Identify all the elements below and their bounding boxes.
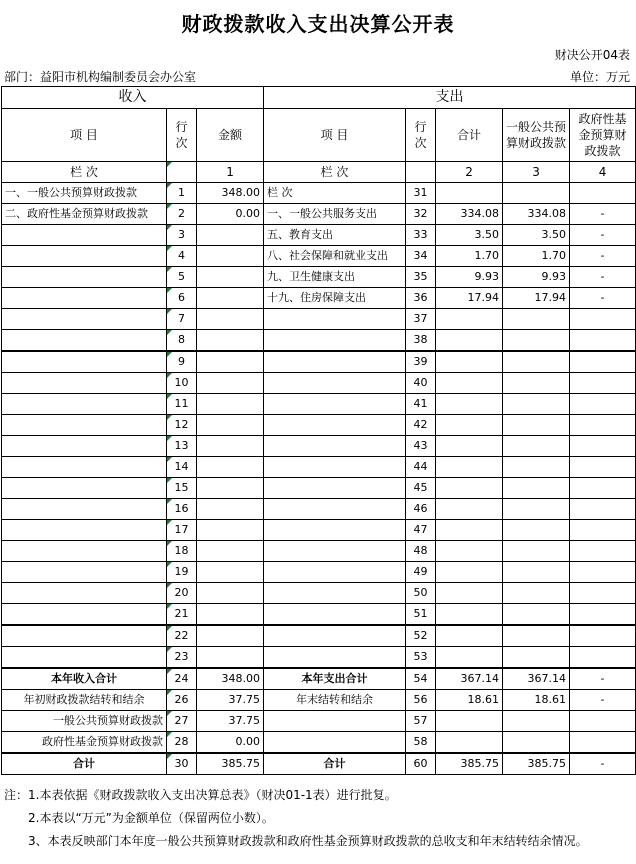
header-expense-item: 项 目 (264, 109, 406, 162)
income-item-cell (2, 604, 167, 626)
income-item-cell (2, 499, 167, 520)
income-row-no-cell: 7 (167, 309, 197, 330)
expense-row-no-cell: 51 (406, 604, 436, 626)
income-row-no-cell: 2 (167, 204, 197, 225)
income-item-cell: 二、政府性基金预算财政拨款 (2, 204, 167, 225)
header-expense-row-no: 行次 (406, 109, 436, 162)
finance-table (1, 86, 636, 775)
income-amount-cell (197, 288, 264, 309)
header-gov-fund: 政府性基金预算财政拨款 (570, 109, 636, 162)
income-amount-cell: 385.75 (197, 753, 264, 775)
gov-fund-cell (570, 520, 636, 541)
expense-item-cell (264, 625, 406, 647)
column-row-income-no (167, 162, 197, 183)
gov-fund-cell (570, 499, 636, 520)
gov-fund-cell (570, 183, 636, 204)
expense-row-no-cell: 56 (406, 690, 436, 711)
general-budget-cell (503, 436, 570, 457)
note-line: 2.本表以“万元”为金额单位（保留两位小数）。 (28, 811, 274, 825)
general-budget-cell: 1.70 (503, 246, 570, 267)
income-row-no-cell: 28 (167, 732, 197, 754)
income-amount-cell (197, 225, 264, 246)
header-total: 合计 (436, 109, 503, 162)
general-budget-cell (503, 647, 570, 669)
gov-fund-cell (570, 647, 636, 669)
total-cell (436, 351, 503, 373)
expense-row-no-cell: 35 (406, 267, 436, 288)
gov-fund-cell: - (570, 225, 636, 246)
table-row (2, 520, 636, 541)
column-row-income-label: 栏 次 (2, 162, 167, 183)
expense-row-no-cell: 41 (406, 394, 436, 415)
gov-fund-cell (570, 394, 636, 415)
income-row-no-cell: 8 (167, 330, 197, 352)
expense-row-no-cell: 43 (406, 436, 436, 457)
expense-item-cell (264, 415, 406, 436)
expense-row-no-cell: 49 (406, 562, 436, 583)
total-cell (436, 583, 503, 604)
income-item-cell (2, 415, 167, 436)
table-row (2, 204, 636, 225)
expense-section-header: 支出 (264, 87, 636, 109)
expense-row-no-cell: 34 (406, 246, 436, 267)
expense-row-no-cell: 53 (406, 647, 436, 669)
table-row (2, 647, 636, 669)
general-budget-cell (503, 309, 570, 330)
header-income-amount: 金额 (197, 109, 264, 162)
column-row-income-col: 1 (197, 162, 264, 183)
income-amount-cell (197, 583, 264, 604)
table-row (2, 351, 636, 373)
income-row-no-cell: 15 (167, 478, 197, 499)
column-row-expense-no (406, 162, 436, 183)
general-budget-cell (503, 711, 570, 732)
income-item-cell (2, 373, 167, 394)
gov-fund-cell: - (570, 690, 636, 711)
gov-fund-cell (570, 415, 636, 436)
income-row-no-cell: 21 (167, 604, 197, 626)
general-budget-cell: 9.93 (503, 267, 570, 288)
table-row (2, 668, 636, 690)
table-row (2, 690, 636, 711)
total-cell: 367.14 (436, 668, 503, 690)
expense-row-no-cell: 46 (406, 499, 436, 520)
expense-item-cell: 九、卫生健康支出 (264, 267, 406, 288)
gov-fund-cell (570, 436, 636, 457)
general-budget-cell (503, 625, 570, 647)
income-amount-cell (197, 478, 264, 499)
income-amount-cell (197, 520, 264, 541)
table-row (2, 309, 636, 330)
footnotes (4, 784, 634, 853)
expense-item-cell (264, 499, 406, 520)
expense-item-cell: 年末结转和结余 (264, 690, 406, 711)
income-item-cell (2, 478, 167, 499)
column-row-expense-label: 栏 次 (264, 162, 406, 183)
income-row-no-cell: 13 (167, 436, 197, 457)
expense-item-cell: 八、社会保障和就业支出 (264, 246, 406, 267)
expense-item-cell (264, 562, 406, 583)
income-item-cell (2, 288, 167, 309)
general-budget-cell (503, 394, 570, 415)
gov-fund-cell (570, 541, 636, 562)
general-budget-cell (503, 351, 570, 373)
income-amount-cell: 0.00 (197, 204, 264, 225)
form-number: 财决公开04表 (554, 48, 630, 62)
income-amount-cell (197, 373, 264, 394)
gov-fund-cell (570, 309, 636, 330)
income-item-cell: 年初财政拨款结转和结余 (2, 690, 167, 711)
total-cell (436, 647, 503, 669)
general-budget-cell: 18.61 (503, 690, 570, 711)
note-line: 3、本表反映部门本年度一般公共预算财政拨款和政府性基金预算财政拨款的总收支和年末结转结余情况。 (28, 834, 588, 848)
total-cell (436, 499, 503, 520)
income-item-cell: 一般公共预算财政拨款 (2, 711, 167, 732)
income-section-header: 收入 (2, 87, 264, 109)
table-row (2, 478, 636, 499)
general-budget-cell (503, 732, 570, 754)
table-row (2, 267, 636, 288)
income-amount-cell (197, 604, 264, 626)
expense-item-cell (264, 647, 406, 669)
expense-row-no-cell: 44 (406, 457, 436, 478)
expense-item-cell (264, 732, 406, 754)
gov-fund-cell (570, 562, 636, 583)
income-row-no-cell: 24 (167, 668, 197, 690)
total-cell (436, 520, 503, 541)
expense-item-cell (264, 394, 406, 415)
note-line: 注：1.本表依据《财政拨款收入支出决算总表》（财决01-1表）进行批复。 (4, 788, 397, 802)
expense-row-no-cell: 52 (406, 625, 436, 647)
table-row (2, 625, 636, 647)
total-cell (436, 415, 503, 436)
gov-fund-cell: - (570, 204, 636, 225)
income-item-cell (2, 457, 167, 478)
general-budget-cell (503, 457, 570, 478)
income-row-no-cell: 5 (167, 267, 197, 288)
income-row-no-cell: 3 (167, 225, 197, 246)
general-budget-cell (503, 499, 570, 520)
expense-row-no-cell: 37 (406, 309, 436, 330)
gov-fund-cell: - (570, 246, 636, 267)
income-amount-cell: 348.00 (197, 668, 264, 690)
total-cell (436, 604, 503, 626)
expense-row-no-cell: 47 (406, 520, 436, 541)
expense-item-cell (264, 711, 406, 732)
table-row (2, 225, 636, 246)
expense-item-cell (264, 351, 406, 373)
income-row-no-cell: 4 (167, 246, 197, 267)
general-budget-cell: 334.08 (503, 204, 570, 225)
income-amount-cell: 37.75 (197, 711, 264, 732)
expense-row-no-cell: 33 (406, 225, 436, 246)
total-cell (436, 394, 503, 415)
expense-row-no-cell: 58 (406, 732, 436, 754)
gov-fund-cell (570, 583, 636, 604)
column-row-general-col: 3 (503, 162, 570, 183)
gov-fund-cell: - (570, 753, 636, 775)
expense-row-no-cell: 39 (406, 351, 436, 373)
gov-fund-cell (570, 711, 636, 732)
income-amount-cell (197, 415, 264, 436)
header-income-row-no: 行次 (167, 109, 197, 162)
total-cell (436, 562, 503, 583)
general-budget-cell (503, 604, 570, 626)
general-budget-cell (503, 330, 570, 352)
table-row (2, 604, 636, 626)
income-item-cell: 本年收入合计 (2, 668, 167, 690)
gov-fund-cell (570, 625, 636, 647)
total-cell: 18.61 (436, 690, 503, 711)
general-budget-cell (503, 415, 570, 436)
expense-row-no-cell: 31 (406, 183, 436, 204)
header-general-budget: 一般公共预算财政拨款 (503, 109, 570, 162)
table-row (2, 373, 636, 394)
table-row (2, 288, 636, 309)
income-item-cell (2, 225, 167, 246)
total-cell (436, 457, 503, 478)
income-amount-cell (197, 625, 264, 647)
income-row-no-cell: 20 (167, 583, 197, 604)
income-row-no-cell: 12 (167, 415, 197, 436)
income-amount-cell: 348.00 (197, 183, 264, 204)
general-budget-cell: 3.50 (503, 225, 570, 246)
expense-row-no-cell: 54 (406, 668, 436, 690)
income-row-no-cell: 10 (167, 373, 197, 394)
table-row (2, 246, 636, 267)
income-item-cell: 一、一般公共预算财政拨款 (2, 183, 167, 204)
income-amount-cell (197, 499, 264, 520)
total-cell (436, 183, 503, 204)
table-row (2, 562, 636, 583)
table-row (2, 583, 636, 604)
column-row-fund-col: 4 (570, 162, 636, 183)
general-budget-cell (503, 520, 570, 541)
total-cell: 9.93 (436, 267, 503, 288)
total-cell: 385.75 (436, 753, 503, 775)
expense-row-no-cell: 60 (406, 753, 436, 775)
income-row-no-cell: 30 (167, 753, 197, 775)
expense-item-cell: 十九、住房保障支出 (264, 288, 406, 309)
income-item-cell (2, 246, 167, 267)
income-row-no-cell: 6 (167, 288, 197, 309)
total-cell (436, 478, 503, 499)
general-budget-cell (503, 373, 570, 394)
income-row-no-cell: 11 (167, 394, 197, 415)
income-item-cell (2, 394, 167, 415)
general-budget-cell (503, 583, 570, 604)
table-row (2, 457, 636, 478)
table-row (2, 330, 636, 352)
income-item-cell (2, 267, 167, 288)
income-row-no-cell: 17 (167, 520, 197, 541)
income-item-cell (2, 436, 167, 457)
income-amount-cell (197, 330, 264, 352)
total-cell: 1.70 (436, 246, 503, 267)
total-cell (436, 625, 503, 647)
gov-fund-cell: - (570, 668, 636, 690)
table-row (2, 436, 636, 457)
unit-label: 单位：万元 (569, 70, 630, 84)
total-cell (436, 711, 503, 732)
table-row (2, 753, 636, 775)
income-row-no-cell: 14 (167, 457, 197, 478)
total-cell (436, 541, 503, 562)
income-row-no-cell: 23 (167, 647, 197, 669)
expense-item-cell: 合计 (264, 753, 406, 775)
gov-fund-cell (570, 373, 636, 394)
expense-row-no-cell: 50 (406, 583, 436, 604)
table-row (2, 394, 636, 415)
general-budget-cell (503, 478, 570, 499)
income-item-cell: 政府性基金预算财政拨款 (2, 732, 167, 754)
gov-fund-cell: - (570, 267, 636, 288)
expense-item-cell (264, 604, 406, 626)
income-amount-cell (197, 246, 264, 267)
income-row-no-cell: 27 (167, 711, 197, 732)
header-income-item: 项 目 (2, 109, 167, 162)
gov-fund-cell (570, 351, 636, 373)
expense-item-cell: 栏 次 (264, 183, 406, 204)
table-row (2, 732, 636, 754)
table-row (2, 183, 636, 204)
income-row-no-cell: 9 (167, 351, 197, 373)
income-amount-cell: 37.75 (197, 690, 264, 711)
total-cell: 3.50 (436, 225, 503, 246)
gov-fund-cell (570, 478, 636, 499)
expense-row-no-cell: 38 (406, 330, 436, 352)
expense-item-cell (264, 436, 406, 457)
general-budget-cell: 367.14 (503, 668, 570, 690)
expense-row-no-cell: 42 (406, 415, 436, 436)
table-row (2, 415, 636, 436)
general-budget-cell (503, 562, 570, 583)
income-row-no-cell: 22 (167, 625, 197, 647)
expense-item-cell (264, 457, 406, 478)
column-row-total-col: 2 (436, 162, 503, 183)
income-row-no-cell: 16 (167, 499, 197, 520)
expense-item-cell (264, 373, 406, 394)
income-item-cell (2, 583, 167, 604)
total-cell: 17.94 (436, 288, 503, 309)
income-amount-cell (197, 267, 264, 288)
total-cell (436, 436, 503, 457)
general-budget-cell: 385.75 (503, 753, 570, 775)
general-budget-cell (503, 183, 570, 204)
total-cell (436, 330, 503, 352)
table-row (2, 711, 636, 732)
expense-item-cell: 五、教育支出 (264, 225, 406, 246)
report-title: 财政拨款收入支出决算公开表 (181, 12, 455, 36)
gov-fund-cell: - (570, 288, 636, 309)
gov-fund-cell (570, 457, 636, 478)
expense-row-no-cell: 45 (406, 478, 436, 499)
gov-fund-cell (570, 330, 636, 352)
department-label: 部门：益阳市机构编制委员会办公室 (4, 70, 197, 84)
income-amount-cell (197, 436, 264, 457)
total-cell (436, 732, 503, 754)
expense-item-cell: 一、一般公共服务支出 (264, 204, 406, 225)
income-amount-cell (197, 562, 264, 583)
income-item-cell: 合计 (2, 753, 167, 775)
income-amount-cell (197, 457, 264, 478)
expense-item-cell: 本年支出合计 (264, 668, 406, 690)
expense-item-cell (264, 309, 406, 330)
expense-row-no-cell: 32 (406, 204, 436, 225)
income-item-cell (2, 541, 167, 562)
expense-item-cell (264, 478, 406, 499)
income-item-cell (2, 562, 167, 583)
expense-item-cell (264, 583, 406, 604)
income-item-cell (2, 625, 167, 647)
income-row-no-cell: 26 (167, 690, 197, 711)
expense-item-cell (264, 541, 406, 562)
expense-row-no-cell: 48 (406, 541, 436, 562)
income-row-no-cell: 19 (167, 562, 197, 583)
income-amount-cell: 0.00 (197, 732, 264, 754)
income-item-cell (2, 351, 167, 373)
general-budget-cell (503, 541, 570, 562)
income-item-cell (2, 309, 167, 330)
total-cell (436, 309, 503, 330)
income-amount-cell (197, 647, 264, 669)
income-amount-cell (197, 309, 264, 330)
income-item-cell (2, 520, 167, 541)
income-row-no-cell: 1 (167, 183, 197, 204)
general-budget-cell: 17.94 (503, 288, 570, 309)
table-row (2, 541, 636, 562)
expense-row-no-cell: 36 (406, 288, 436, 309)
income-amount-cell (197, 394, 264, 415)
income-item-cell (2, 330, 167, 352)
expense-row-no-cell: 57 (406, 711, 436, 732)
expense-item-cell (264, 520, 406, 541)
total-cell (436, 373, 503, 394)
income-amount-cell (197, 351, 264, 373)
expense-item-cell (264, 330, 406, 352)
table-row (2, 499, 636, 520)
expense-row-no-cell: 40 (406, 373, 436, 394)
income-item-cell (2, 647, 167, 669)
gov-fund-cell (570, 604, 636, 626)
total-cell: 334.08 (436, 204, 503, 225)
gov-fund-cell (570, 732, 636, 754)
income-row-no-cell: 18 (167, 541, 197, 562)
income-amount-cell (197, 541, 264, 562)
